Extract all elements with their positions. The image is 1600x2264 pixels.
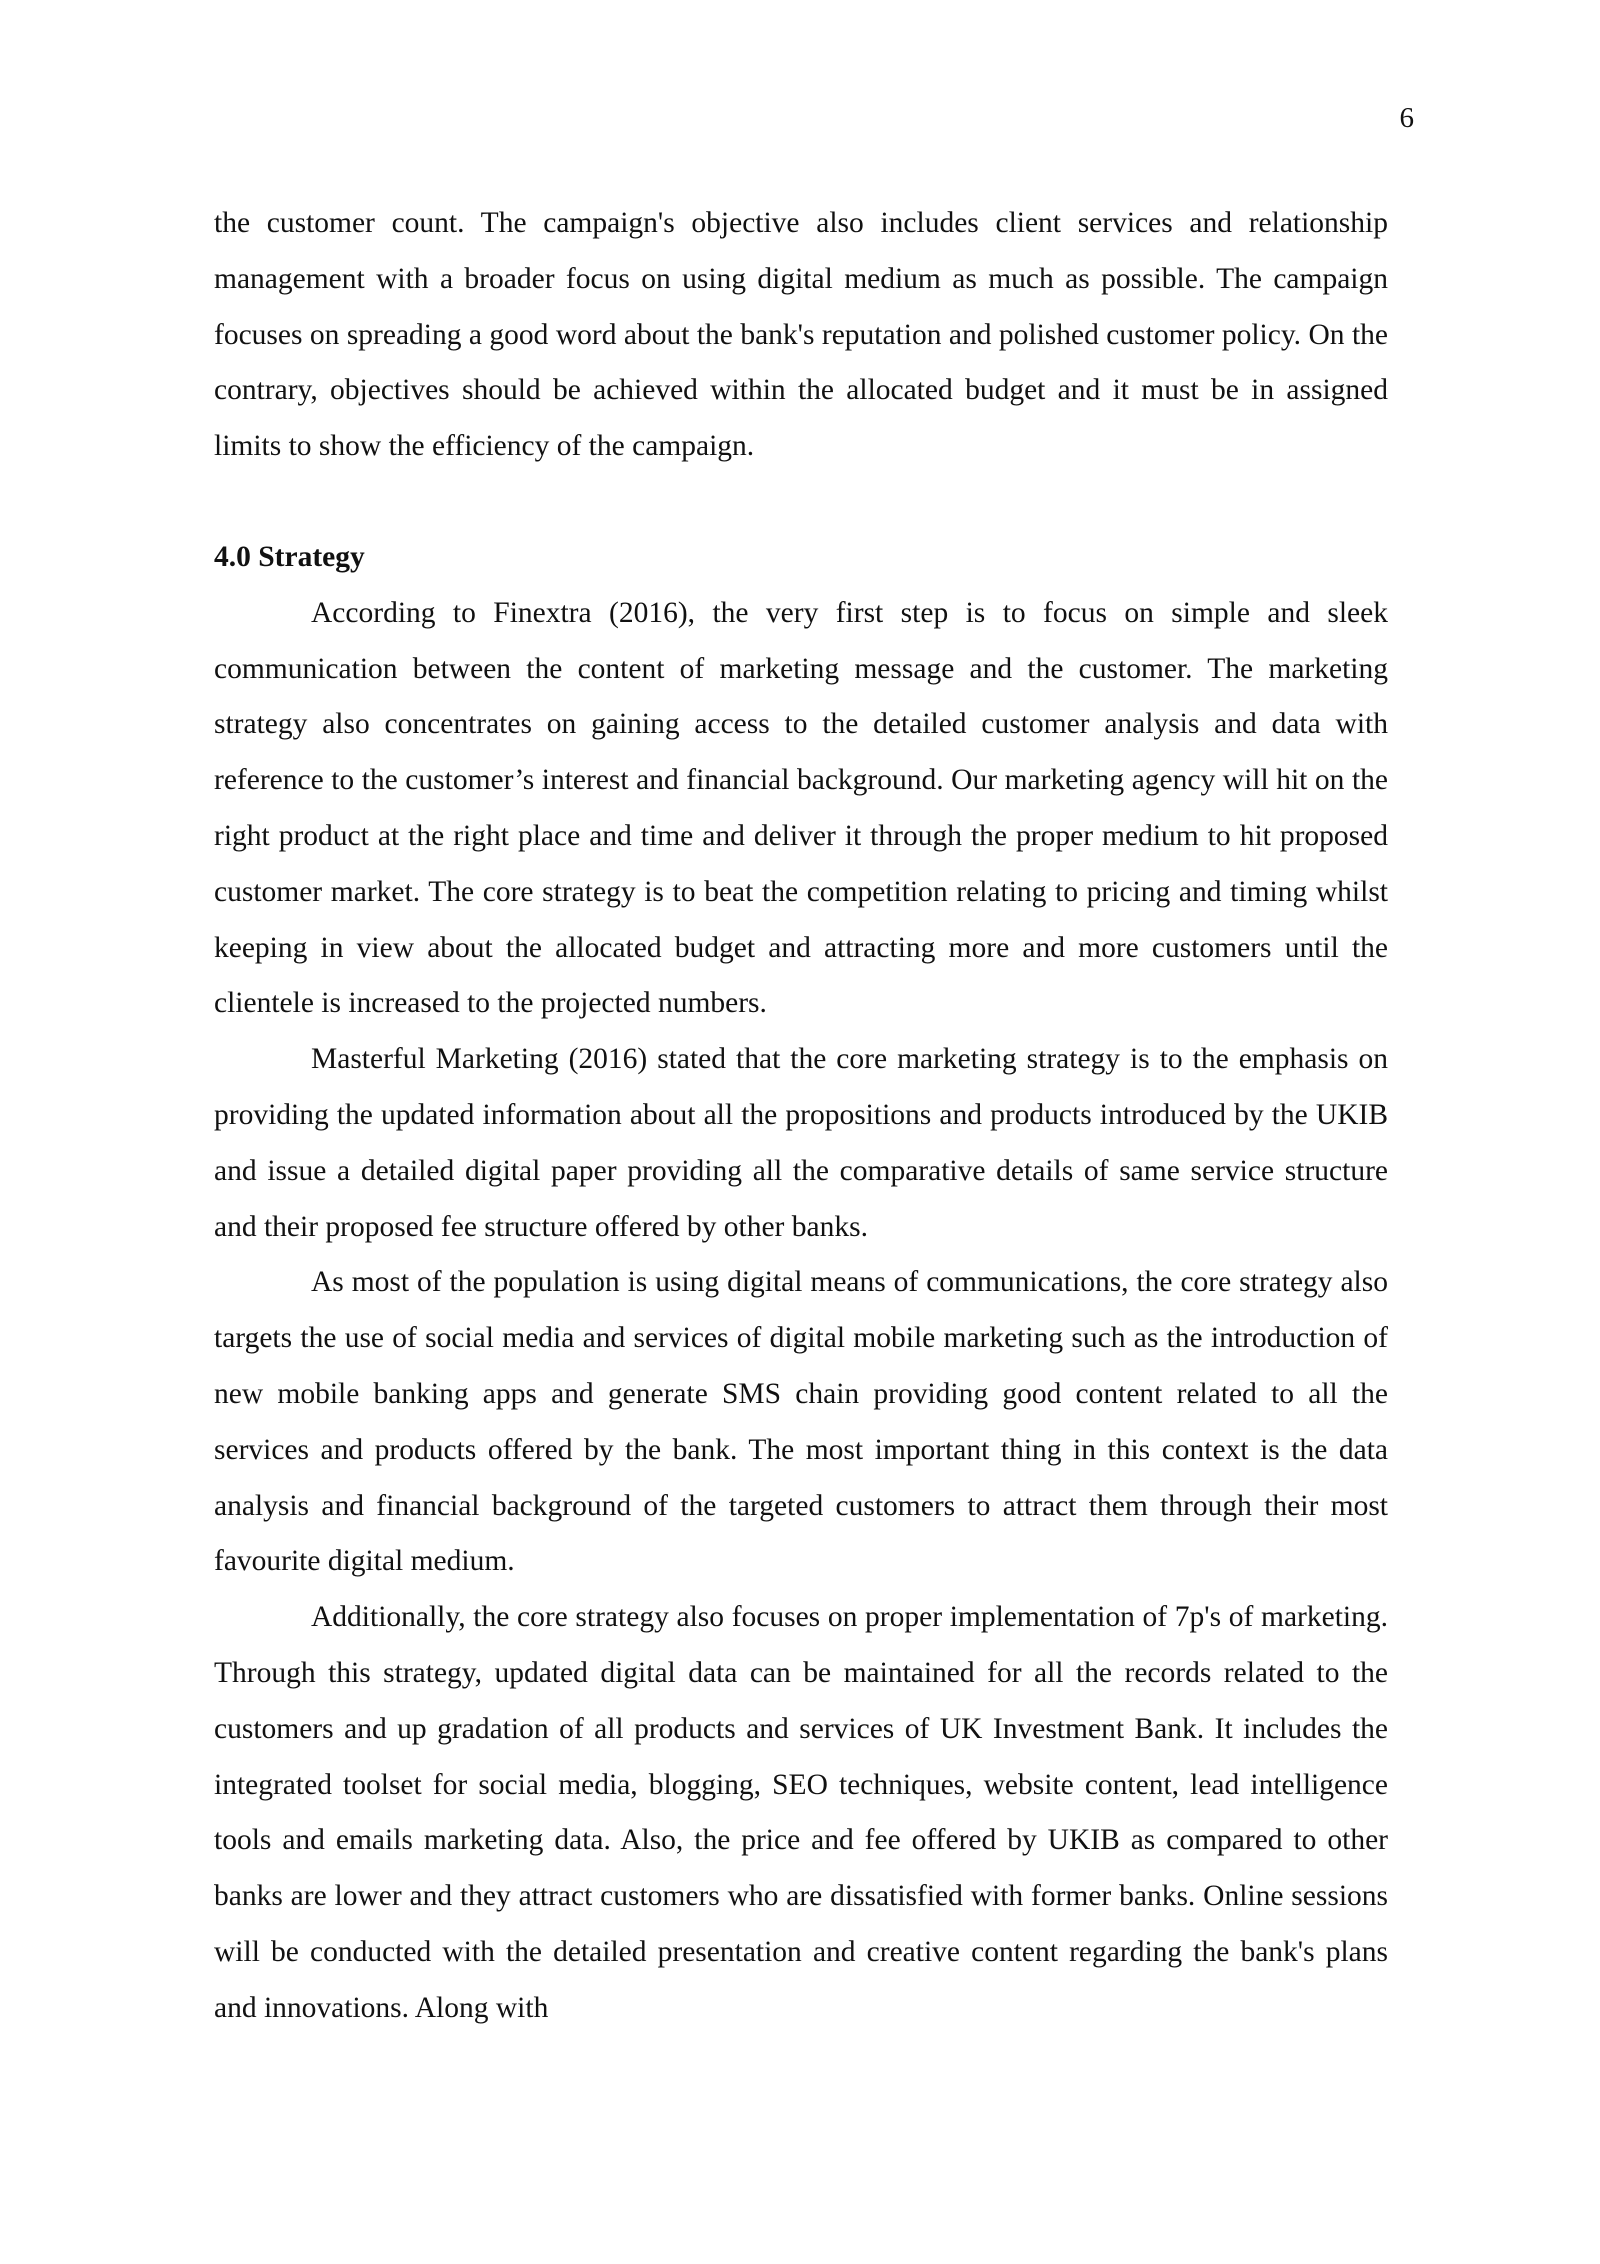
strategy-paragraph-1: According to Finextra (2016), the very first step is to focus on simple and sleek communication between the content of marketing message and the customer. The marketing strategy also concentrates on gaining access to the detailed customer analysis and data with reference to the customer’s interest and financial background. Our marketing agency will hit on the right product at the right place and time and deliver it through the proper medium to hit proposed customer market. The core strategy is to beat the competition relating to pricing and timing whilst keeping in view about the allocated budget and attracting more and more customers until the clientele is increased to the projected numbers. — [214, 596, 1388, 1020]
page-number: 6 — [1399, 102, 1414, 134]
section-heading-strategy: 4.0 Strategy — [214, 540, 365, 573]
strategy-paragraph-4: Additionally, the core strategy also focuses on proper implementation of 7p's of marketing. Through this strategy, updated digital data can be maintained for all the records related to the customers and up gradation of all products and services of UK Investment Bank. It includes the integrated toolset for social media, blogging, SEO techniques, website content, lead intelligence tools and emails marketing data. Also, the price and fee offered by UKIB as compared to other banks are lower and they attract customers who are dissatisfied with former banks. Online sessions will be conducted with the detailed presentation and creative content regarding the bank's plans and innovations. Along with — [214, 1601, 1388, 2024]
strategy-paragraph-3: As most of the population is using digital means of communications, the core strategy also targets the use of social media and services of digital mobile marketing such as the introduction of new mobile banking apps and generate SMS chain providing good content related to all the services and products offered by the bank. The most important thing in this context is the data analysis and financial background of the targeted customers to attract them through their most favourite digital medium. — [214, 1266, 1388, 1578]
intro-paragraph: the customer count. The campaign's objective also includes client services and relationship management with a broader focus on using digital medium as much as possible. The campaign focuses on spreading a good word about the bank's reputation and polished customer policy. On the contrary, objectives should be achieved within the allocated budget and it must be in assigned limits to show the efficiency of the campaign. — [214, 207, 1388, 463]
document-body — [214, 196, 1388, 2037]
strategy-paragraph-2: Masterful Marketing (2016) stated that the core marketing strategy is to the emphasis on providing the updated information about all the propositions and products introduced by the UKIB and issue a detailed digital paper providing all the comparative details of same service structure and their proposed fee structure offered by other banks. — [214, 1043, 1388, 1243]
